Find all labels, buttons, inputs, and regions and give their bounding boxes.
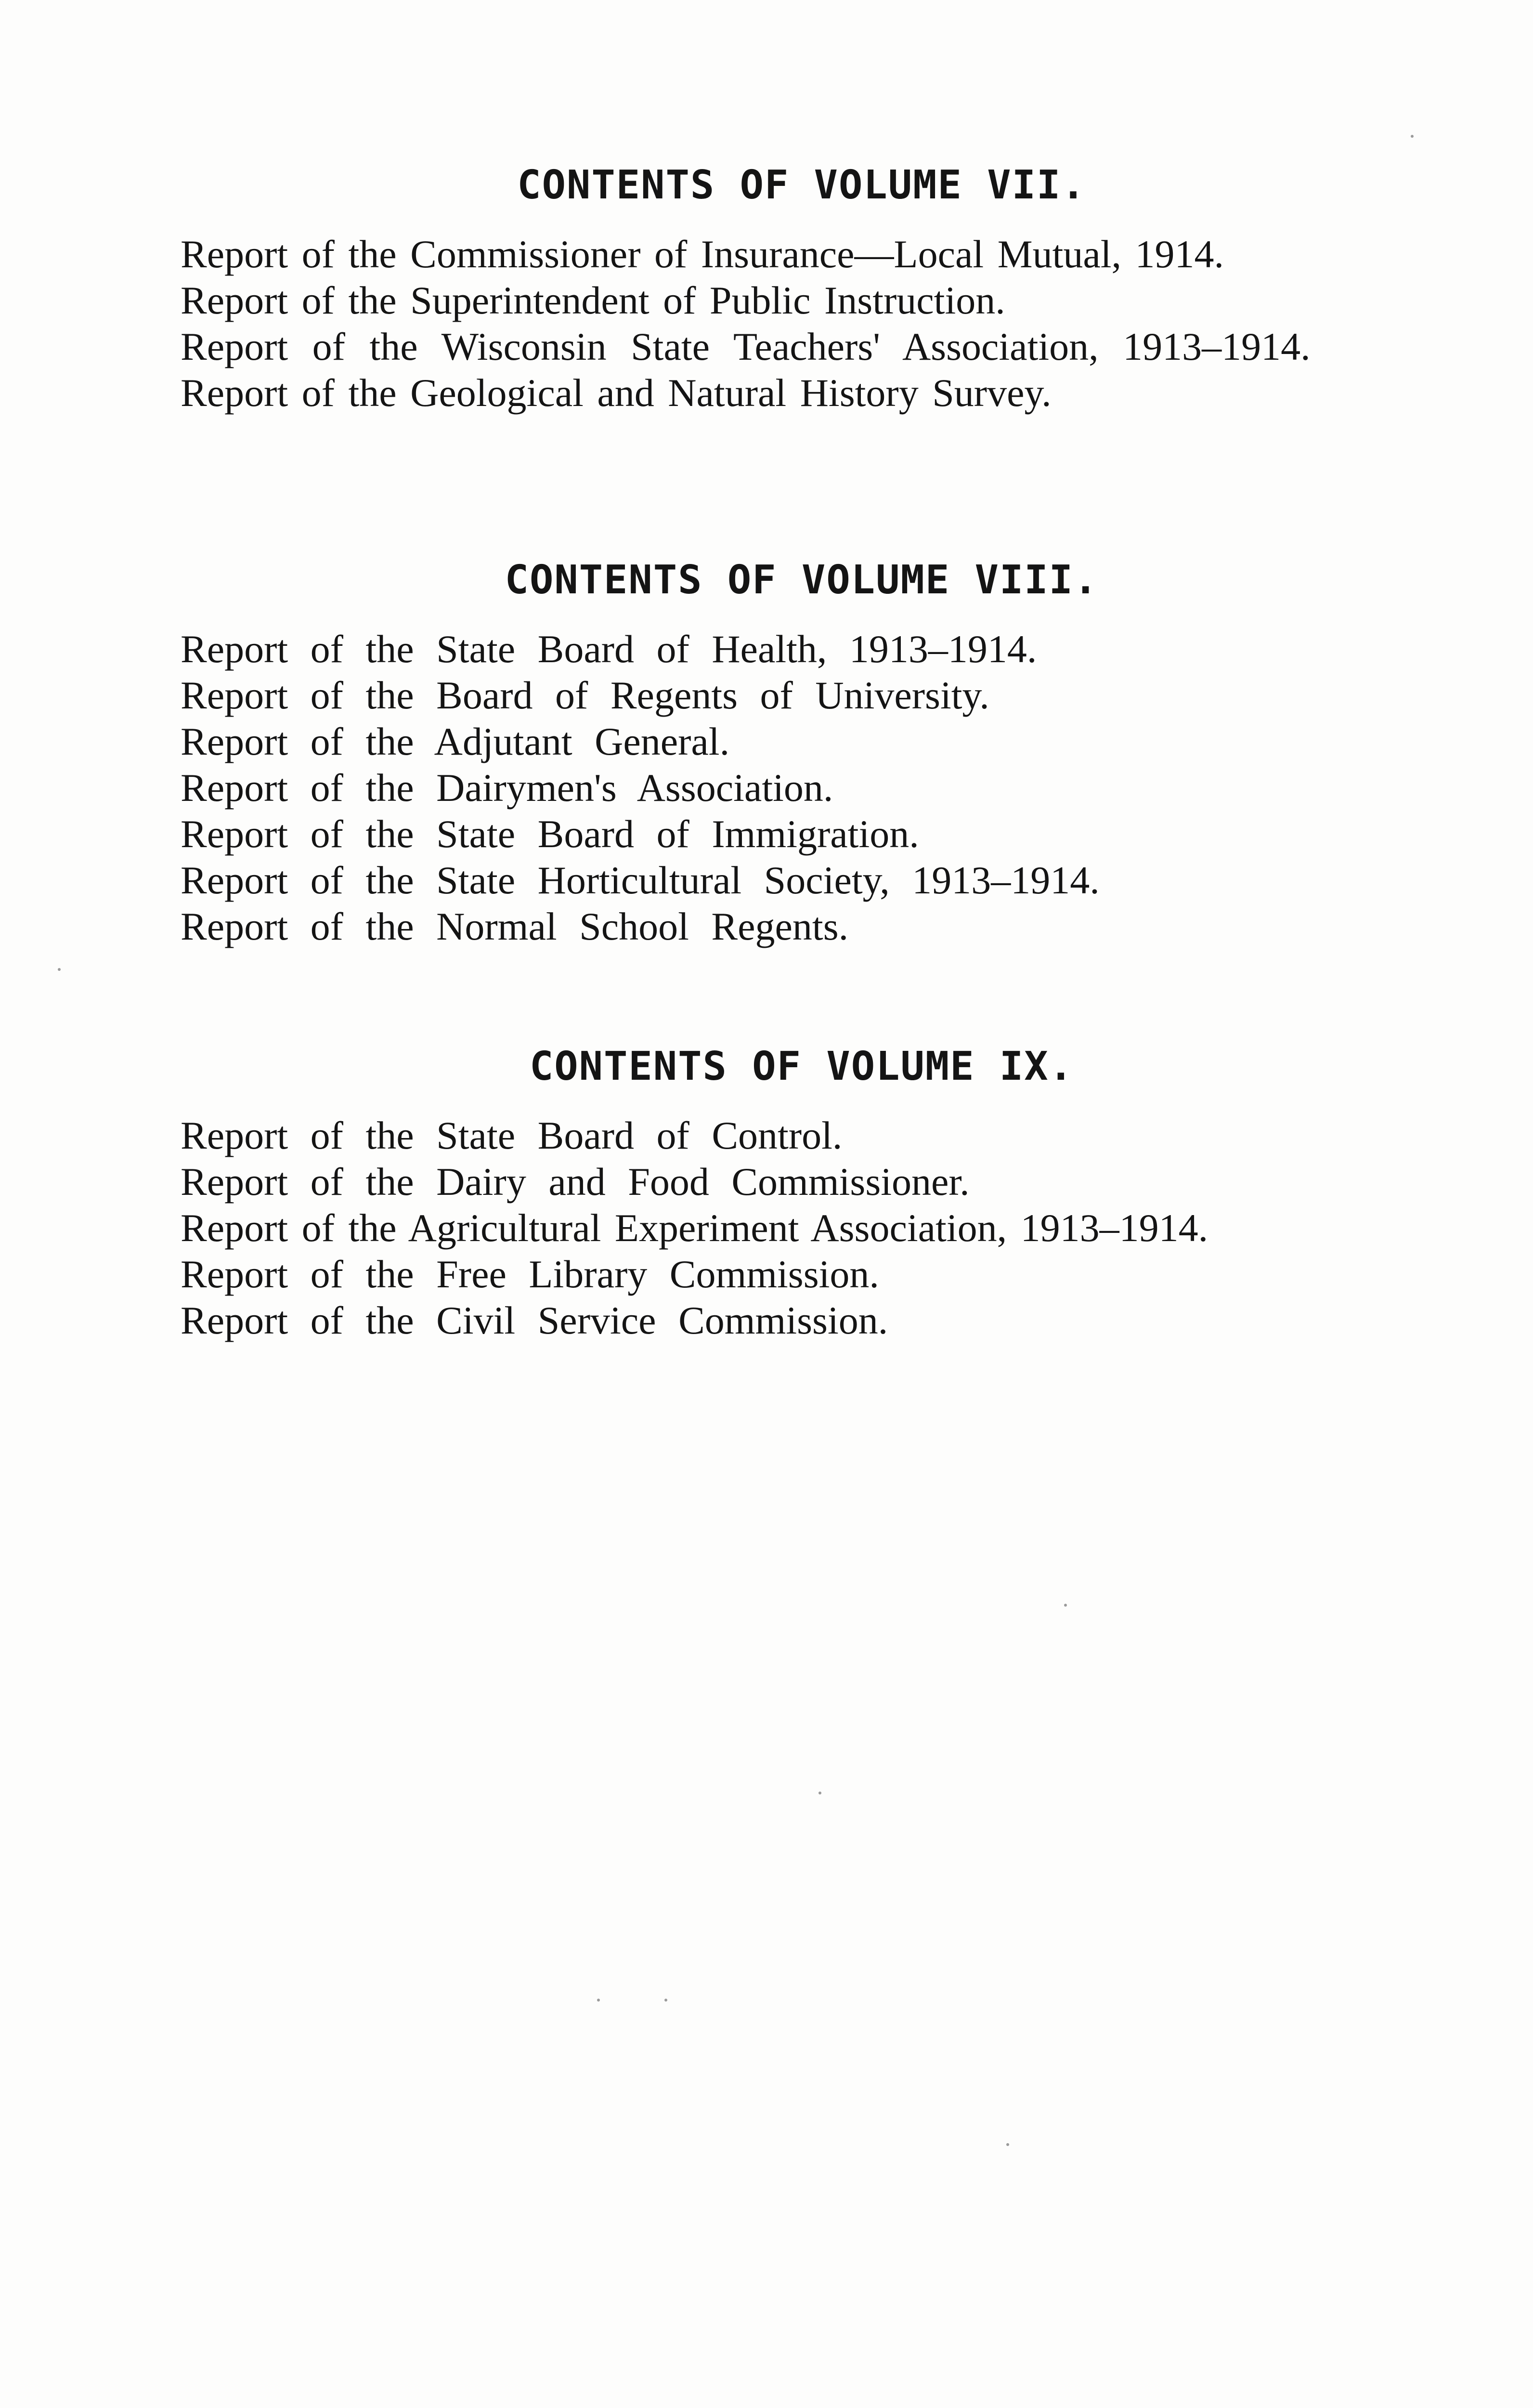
scan-speck — [1064, 1604, 1067, 1607]
list-item: Report of the Superintendent of Public Instruction. — [181, 278, 1005, 322]
list-item: Report of the State Horticultural Society, 1913–1914. — [181, 858, 1100, 902]
scan-speck — [1006, 2143, 1009, 2146]
list-item: Report of the Normal School Regents. — [181, 904, 849, 948]
volume-ix-contents — [181, 1040, 1346, 1344]
volume-vii-entry-list — [181, 231, 1346, 416]
scan-speck — [597, 1999, 600, 2002]
volume-ix-heading: CONTENTS OF VOLUME IX. — [529, 1044, 1074, 1089]
list-item: Report of the Geological and Natural History Survey. — [181, 371, 1052, 415]
list-item: Report of the State Board of Immigration. — [181, 812, 919, 856]
list-item: Report of the Civil Service Commission. — [181, 1298, 888, 1342]
volume-vii-contents — [181, 159, 1346, 416]
scan-speck — [664, 1999, 667, 2002]
list-item: Report of the State Board of Health, 1913–1914. — [181, 627, 1037, 671]
volume-ix-entry-list — [181, 1112, 1346, 1344]
scan-speck — [818, 1792, 821, 1794]
list-item: Report of the Dairy and Food Commissioner. — [181, 1160, 970, 1204]
list-item: Report of the Commissioner of Insurance—Local Mutual, 1914. — [181, 232, 1224, 276]
list-item: Report of the Dairymen's Association. — [181, 766, 833, 810]
scan-speck — [58, 968, 61, 971]
list-item: Report of the State Board of Control. — [181, 1113, 843, 1157]
list-item: Report of the Board of Regents of University. — [181, 673, 989, 717]
volume-viii-heading: CONTENTS OF VOLUME VIII. — [505, 557, 1099, 603]
list-item: Report of the Agricultural Experiment Association, 1913–1914. — [181, 1206, 1208, 1250]
volume-vii-heading: CONTENTS OF VOLUME VII. — [517, 162, 1086, 208]
list-item: Report of the Free Library Commission. — [181, 1252, 879, 1296]
volume-viii-contents — [181, 554, 1346, 950]
list-item: Report of the Wisconsin State Teachers' Association, 1913–1914. — [181, 325, 1311, 368]
volume-viii-entry-list — [181, 626, 1346, 950]
list-item: Report of the Adjutant General. — [181, 720, 730, 763]
scan-speck — [1411, 135, 1414, 138]
